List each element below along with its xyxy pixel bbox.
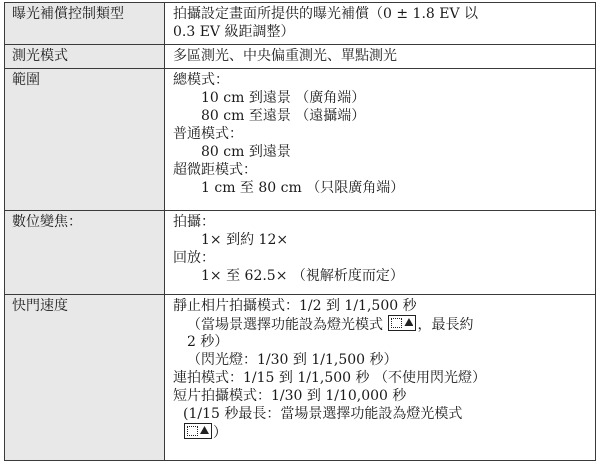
row-label-digital-zoom: 數位變焦： xyxy=(5,211,165,295)
row-value-metering-mode xyxy=(165,45,596,69)
night-scene-icon xyxy=(184,423,212,439)
value-line: 連拍模式：1/15 到 1/1,500 秒 （不使用閃光燈） xyxy=(173,370,486,386)
value-line: 1× 至 62.5× （視解析度而定） xyxy=(201,268,404,284)
table-row xyxy=(5,69,596,211)
value-line: 0.3 EV 級距調整） xyxy=(173,24,295,40)
value-line: 80 cm 到遠景 xyxy=(201,144,291,160)
night-scene-icon xyxy=(388,315,416,331)
value-line: 短片拍攝模式：1/30 到 1/10,000 秒 xyxy=(173,388,407,404)
table-row xyxy=(5,3,596,45)
value-line xyxy=(173,315,589,333)
value-line: 1 cm 至 80 cm （只限廣角端） xyxy=(201,180,405,196)
row-value-digital-zoom xyxy=(165,211,596,295)
value-line: 靜止相片拍攝模式：1/2 到 1/1,500 秒 xyxy=(173,298,417,314)
value-line: 80 cm 至遠景 （遠攝端） xyxy=(201,108,366,124)
value-text: （當場景選擇功能設為燈光模式 xyxy=(187,317,383,333)
row-value-range xyxy=(165,69,596,211)
value-line: (1/15 秒最長：當場景選擇功能設為燈光模式 xyxy=(183,406,463,422)
row-value-exposure-compensation xyxy=(165,3,596,45)
value-line: 拍攝設定畫面所提供的曝光補償（0 ± 1.8 EV 以 xyxy=(173,6,479,22)
row-label-shutter-speed: 快門速度 xyxy=(5,295,165,461)
spec-table xyxy=(4,2,596,461)
value-line: 2 秒） xyxy=(187,334,229,350)
table-row xyxy=(5,45,596,69)
value-line: 10 cm 到遠景 （廣角端） xyxy=(201,90,366,106)
value-text: ） xyxy=(213,425,227,441)
value-line: 總模式： xyxy=(173,72,229,88)
value-text: ，最長約 xyxy=(417,317,474,333)
row-label-range: 範圍 xyxy=(5,69,165,211)
value-line: 多區測光、中央偏重測光、單點測光 xyxy=(173,48,397,64)
value-line: 超微距模式： xyxy=(173,162,257,178)
value-line xyxy=(173,423,589,441)
table-row xyxy=(5,295,596,461)
row-label-exposure-compensation: 曝光補償控制類型 xyxy=(5,3,165,45)
value-line: （閃光燈：1/30 到 1/1,500 秒） xyxy=(187,352,398,368)
value-line: 拍攝： xyxy=(173,214,215,230)
value-line: 普通模式： xyxy=(173,126,243,142)
value-line: 回放： xyxy=(173,250,215,266)
row-value-shutter-speed xyxy=(165,295,596,461)
row-label-metering-mode: 測光模式 xyxy=(5,45,165,69)
table-row xyxy=(5,211,596,295)
value-line: 1× 到約 12× xyxy=(201,232,289,248)
